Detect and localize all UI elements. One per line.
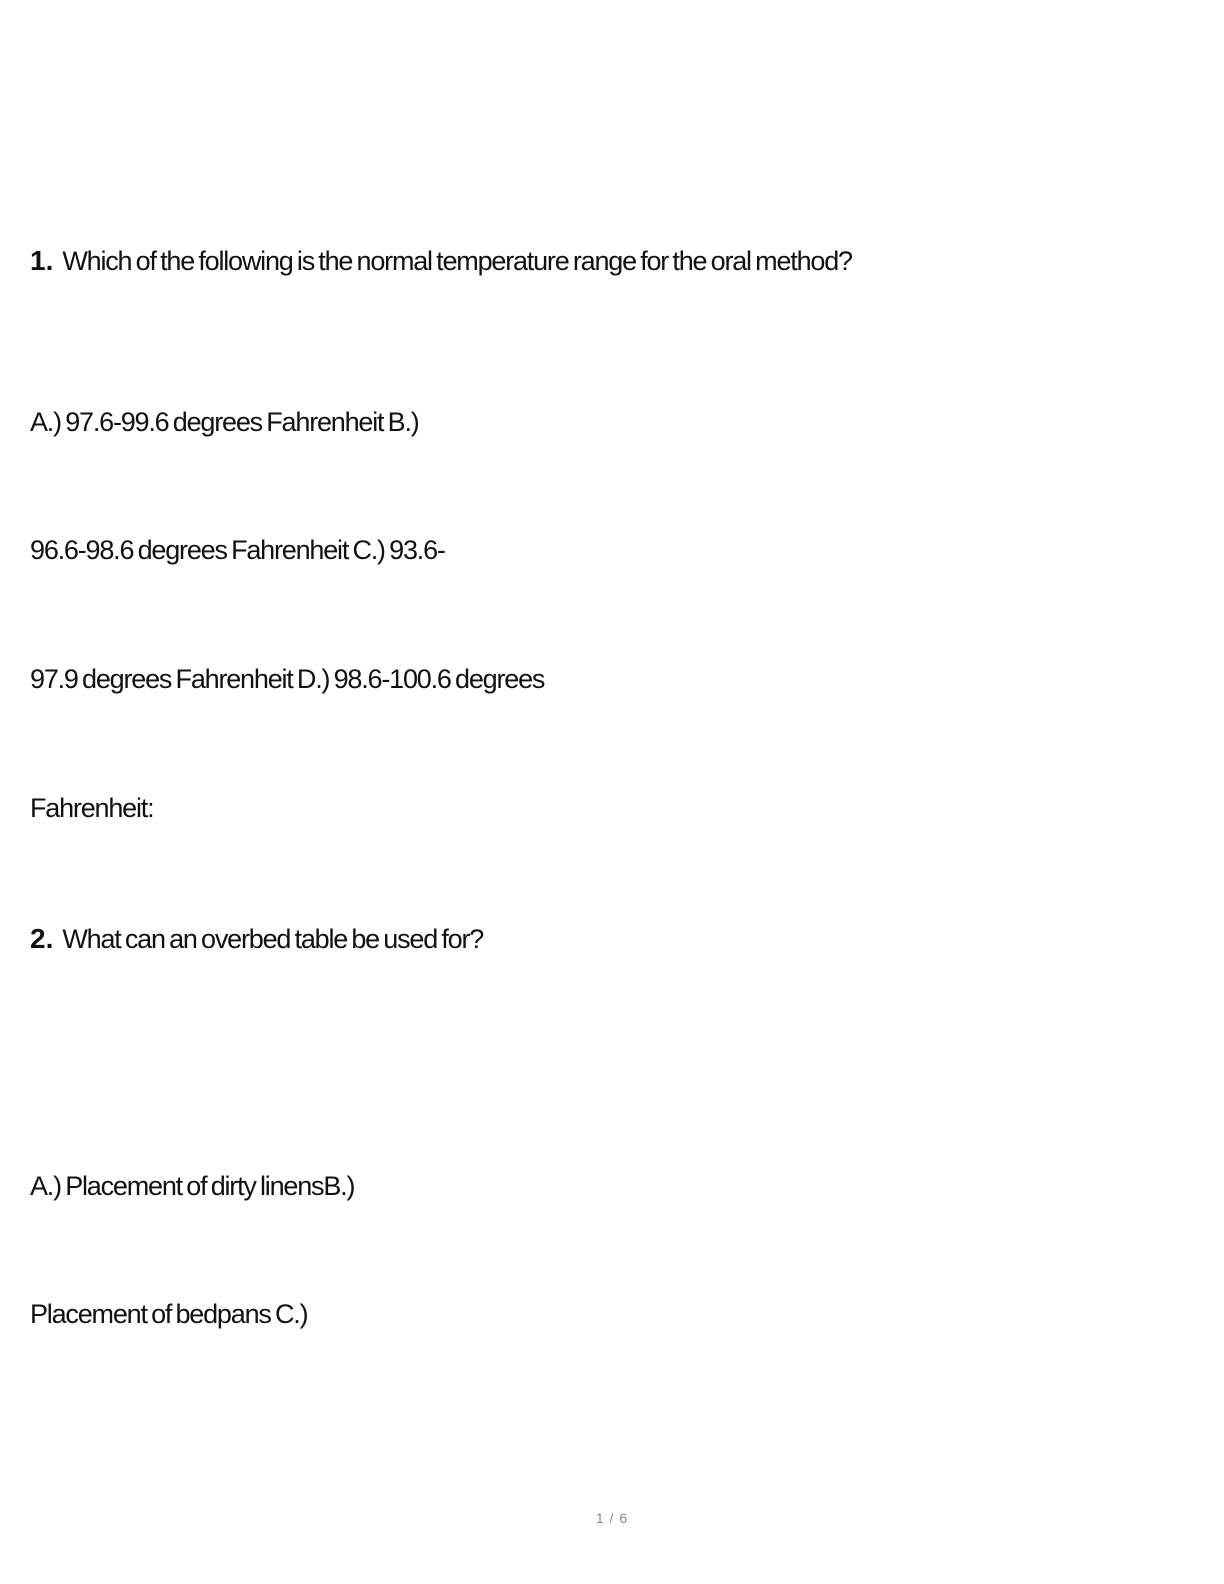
question-1-text: Which of the following is the normal temperature range for the oral method? [62, 246, 852, 276]
question-2-answer-line-2: Placement of bedpans C.) [30, 1299, 308, 1329]
question-1-answer-line-4: Fahrenheit: [30, 793, 154, 823]
question-2 [30, 922, 483, 956]
question-1-answer-line-1: A.) 97.6-99.6 degrees Fahrenheit B.) [30, 407, 419, 437]
question-1-answer-line-2: 96.6-98.6 degrees Fahrenheit C.) 93.6- [30, 535, 445, 565]
question-1 [30, 244, 852, 278]
question-2-answer-line-1: A.) Placement of dirty linensB.) [30, 1171, 355, 1201]
question-1-answer-line-3: 97.9 degrees Fahrenheit D.) 98.6-100.6 degrees [30, 664, 545, 694]
question-1-number: 1. [30, 245, 54, 276]
page-indicator: 1 / 6 [595, 1510, 629, 1526]
question-2-number: 2. [30, 923, 54, 954]
question-2-text: What can an overbed table be used for? [62, 924, 484, 954]
